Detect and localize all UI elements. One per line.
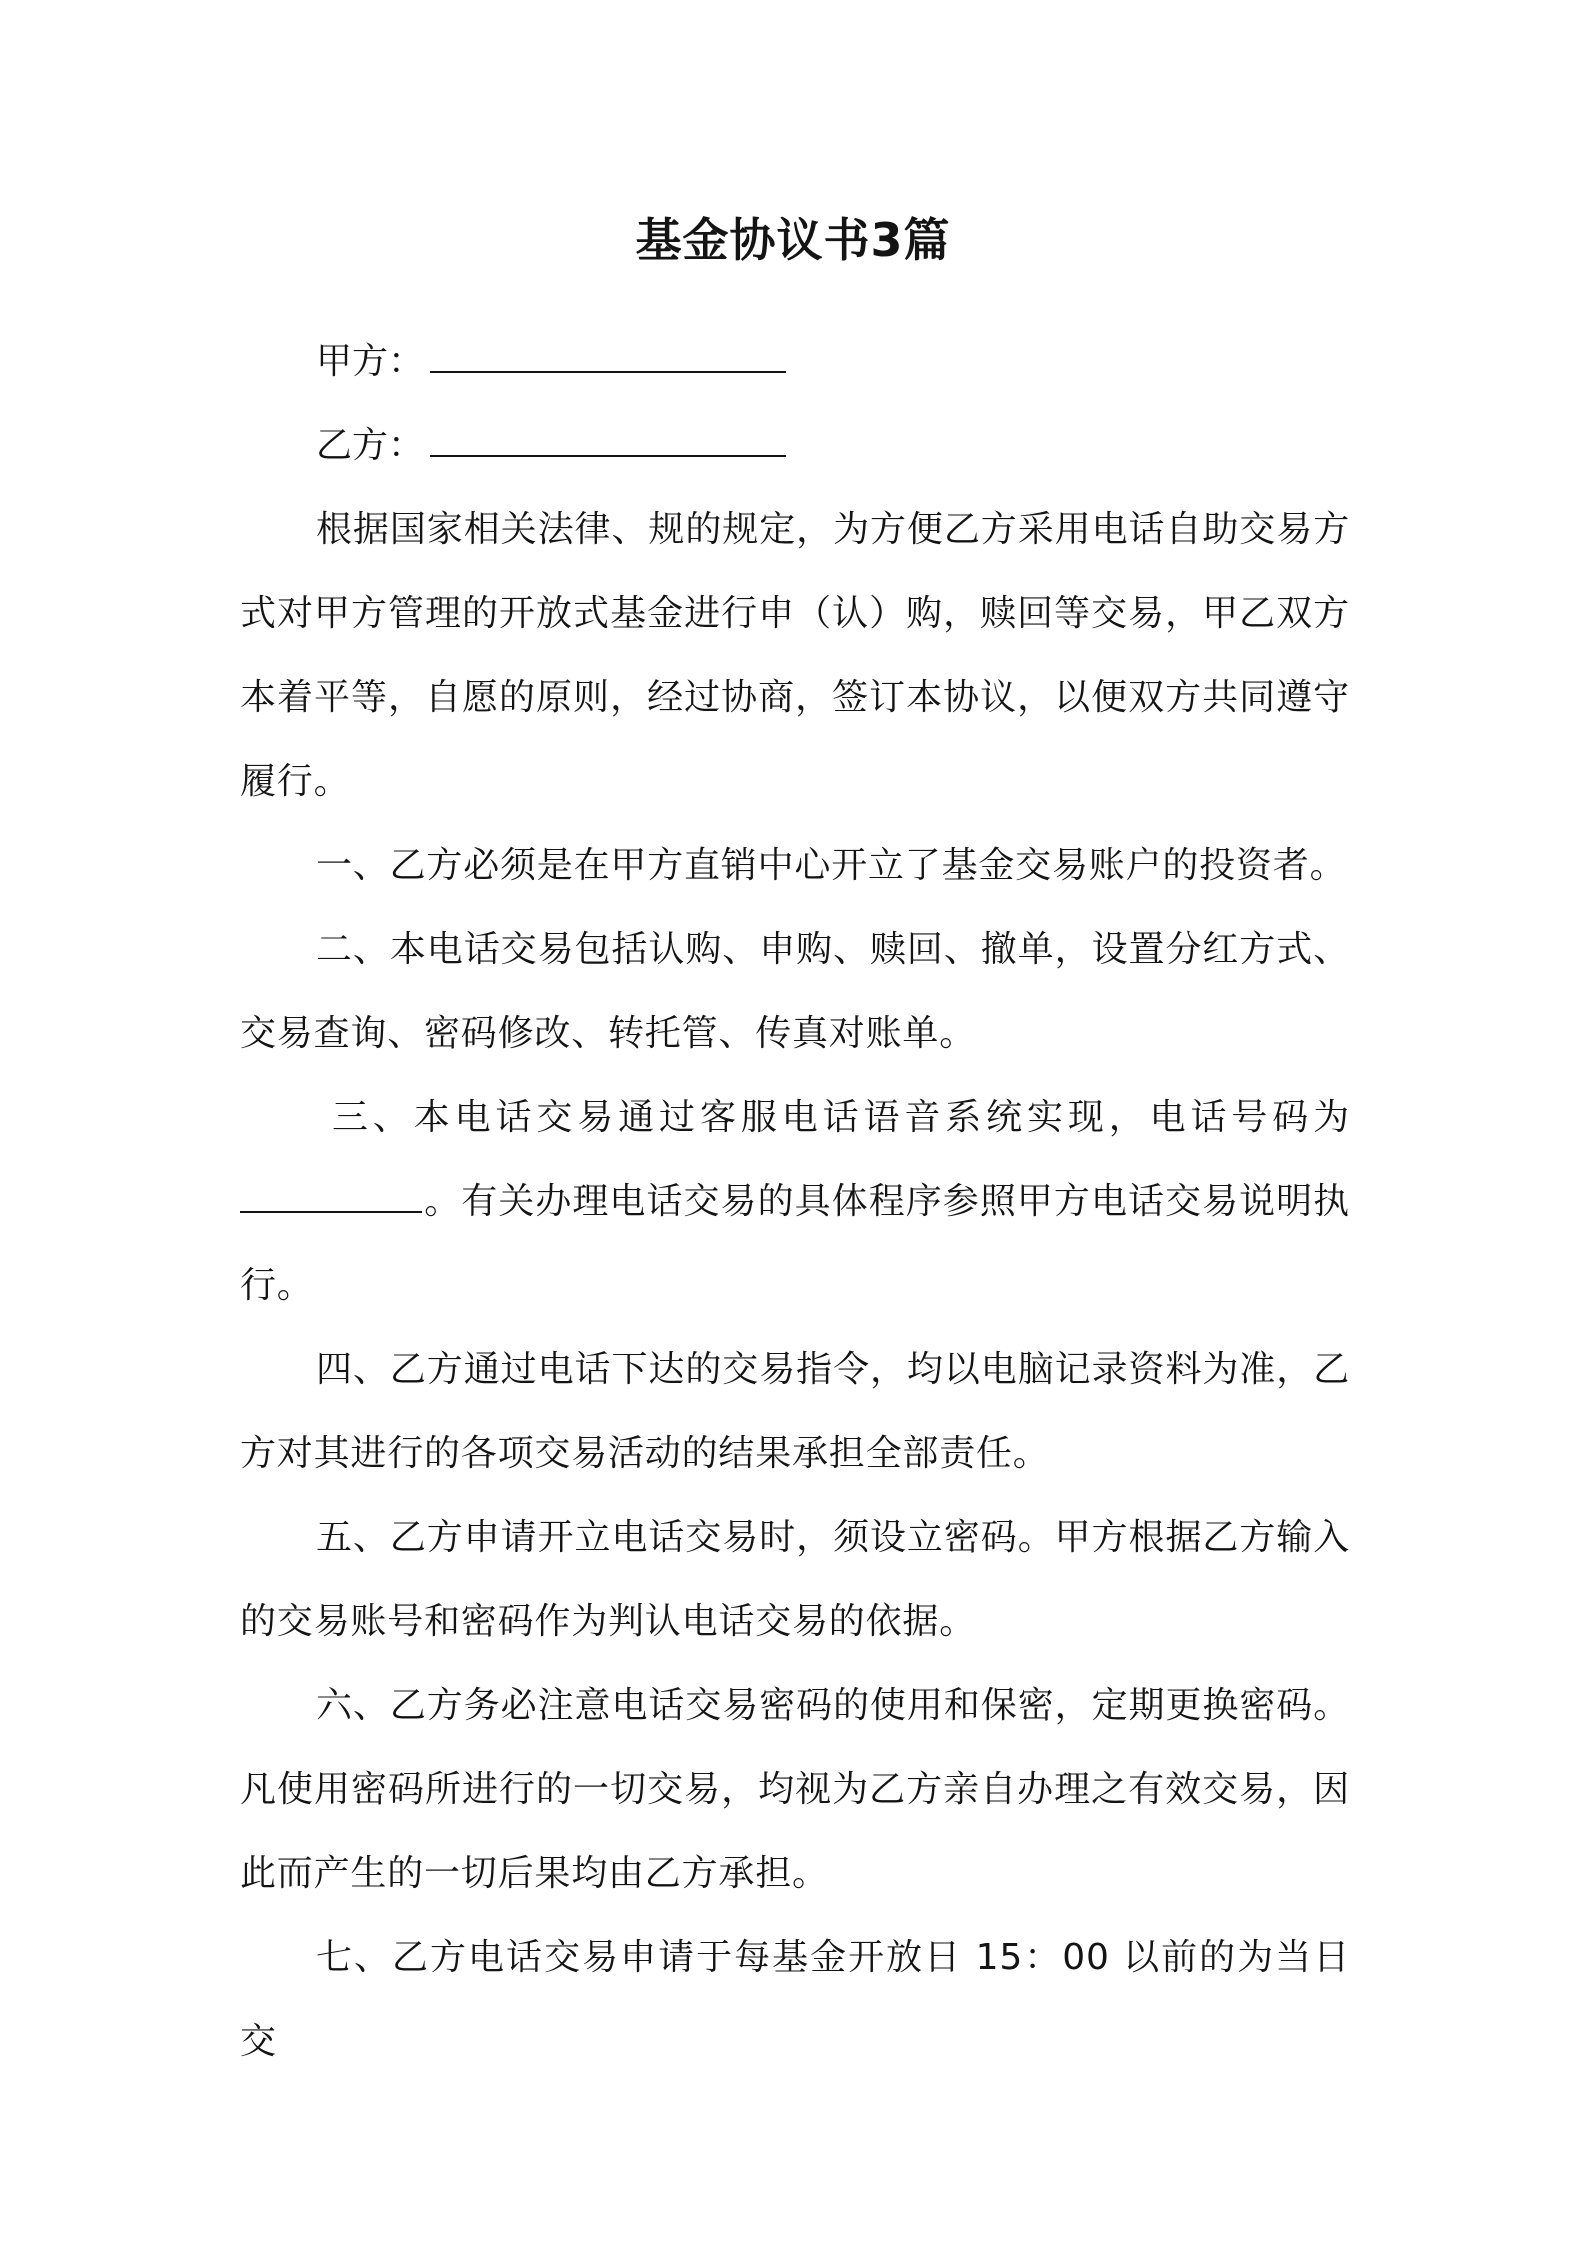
- clause-1: 一、乙方必须是在甲方直销中心开立了基金交易账户的投资者。: [316, 845, 1347, 886]
- clause-2: 二、本电话交易包括认购、申购、赎回、撤单，设置分红方式、交易查询、密码修改、转托管、传真对账单。: [240, 929, 1350, 1054]
- clause-6: 六、乙方务必注意电话交易密码的使用和保密，定期更换密码。凡使用密码所进行的一切交易，均视为乙方亲自办理之有效交易，因此而产生的一切后果均由乙方承担。: [240, 1685, 1350, 1894]
- party-a-label: 甲方：: [316, 341, 425, 382]
- party-b-label: 乙方：: [316, 425, 425, 466]
- clause-3-part2: 。有关办理电话交易的具体程序参照甲方电话交易说明执行。: [240, 1181, 1350, 1306]
- phone-number-blank: [240, 1207, 422, 1213]
- party-a-blank: [430, 367, 786, 373]
- clause-3-part1: 三、本电话交易通过客服电话语音系统实现，电话号码为: [332, 1097, 1350, 1138]
- clause-5: 五、乙方申请开立电话交易时，须设立密码。甲方根据乙方输入的交易账号和密码作为判认电话交易的依据。: [240, 1517, 1350, 1642]
- party-b-line: [240, 404, 1350, 488]
- document-title: 基金协议书3篇: [635, 213, 951, 267]
- clause-3: [240, 1076, 1350, 1328]
- clause-7: 七、乙方电话交易申请于每基金开放日 15：00 以前的为当日交: [240, 1937, 1350, 2062]
- clause-4: 四、乙方通过电话下达的交易指令，均以电脑记录资料为准，乙方对其进行的各项交易活动的结果承担全部责任。: [240, 1349, 1350, 1474]
- party-b-blank: [430, 451, 786, 457]
- party-a-line: [240, 320, 1350, 404]
- intro-paragraph: 根据国家相关法律、规的规定，为方便乙方采用电话自助交易方式对甲方管理的开放式基金进行申（认）购，赎回等交易，甲乙双方本着平等，自愿的原则，经过协商，签订本协议，以便双方共同遵守履行。: [240, 509, 1350, 802]
- document-body: [240, 320, 1350, 2084]
